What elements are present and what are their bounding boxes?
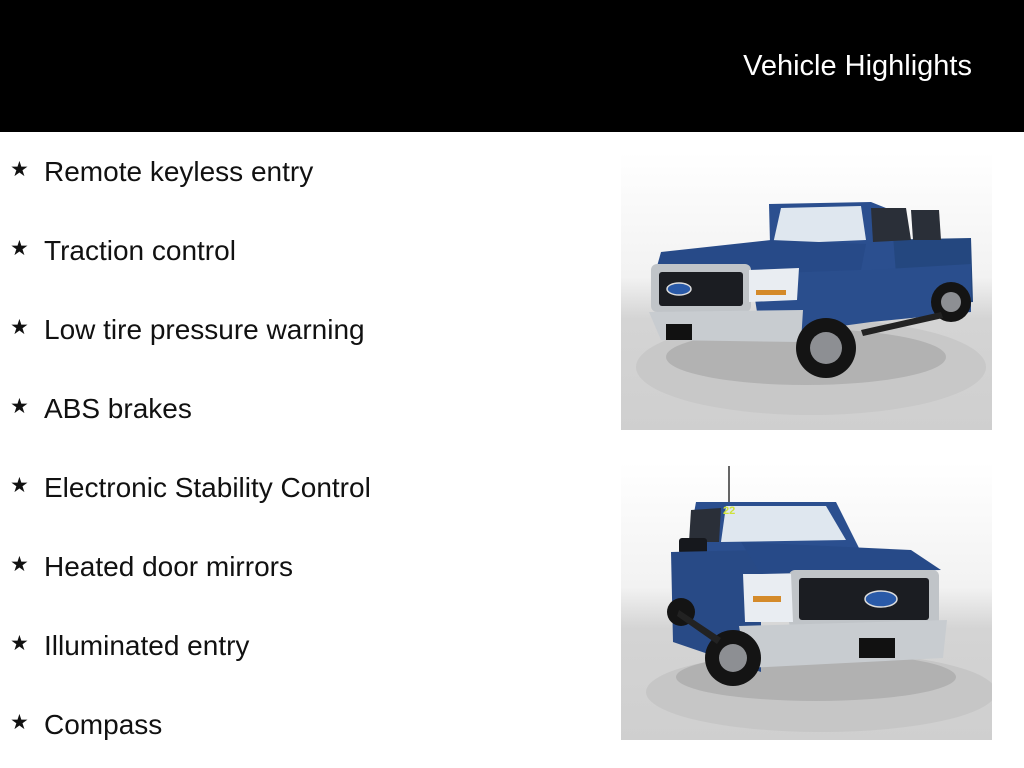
feature-item (10, 547, 293, 587)
feature-item (10, 468, 371, 508)
truck-photo-front-right (621, 462, 992, 740)
feature-item (10, 152, 313, 192)
feature-item (10, 231, 236, 271)
feature-label: ABS brakes (44, 393, 192, 424)
page-title: Vehicle Highlights (743, 50, 972, 82)
star-icon: ★ (10, 315, 29, 339)
truck-photo-front-left (621, 152, 992, 430)
star-icon: ★ (10, 631, 29, 655)
header-bar (0, 0, 1024, 132)
star-icon: ★ (10, 552, 29, 576)
feature-label: Heated door mirrors (44, 551, 293, 582)
star-icon: ★ (10, 157, 29, 181)
feature-item (10, 705, 162, 745)
feature-label: Traction control (44, 235, 236, 266)
feature-item (10, 310, 365, 350)
feature-label: Electronic Stability Control (44, 472, 371, 503)
star-icon: ★ (10, 236, 29, 260)
feature-label: Low tire pressure warning (44, 314, 365, 345)
feature-label: Illuminated entry (44, 630, 250, 661)
feature-item (10, 626, 249, 666)
feature-label: Compass (44, 709, 163, 740)
star-icon: ★ (10, 473, 29, 497)
feature-item (10, 389, 192, 429)
star-icon: ★ (10, 710, 29, 734)
feature-label: Remote keyless entry (44, 156, 314, 187)
star-icon: ★ (10, 394, 29, 418)
svg-text:22: 22 (723, 505, 736, 517)
